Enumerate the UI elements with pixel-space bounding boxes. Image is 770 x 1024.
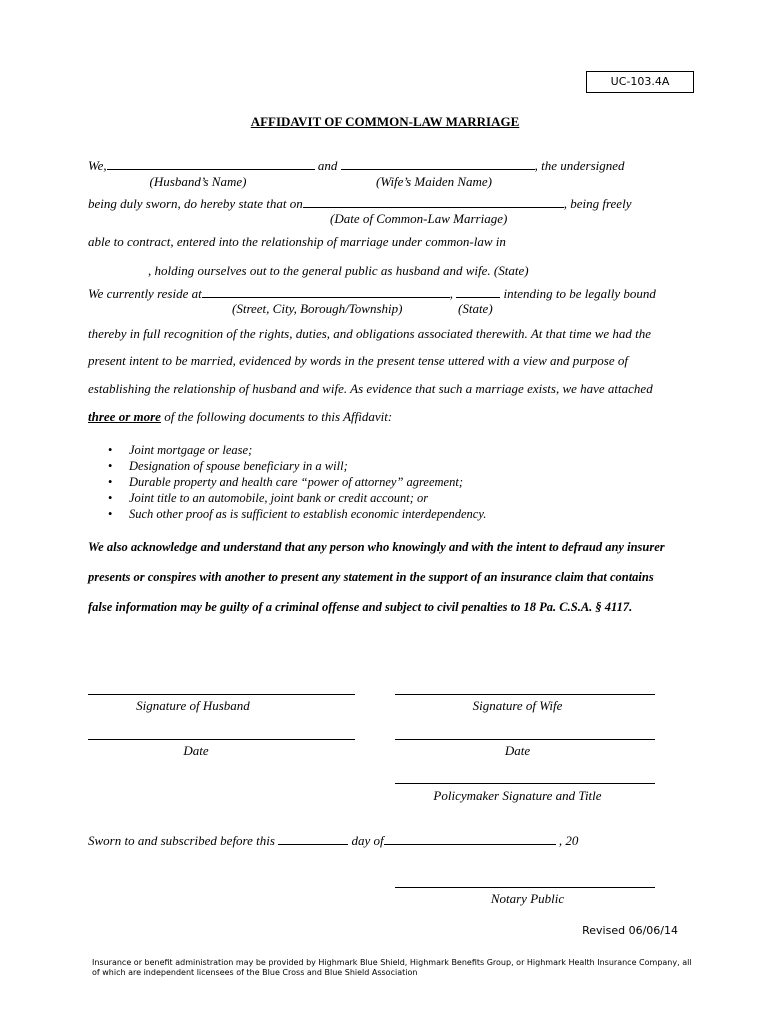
wife-name-label: (Wife’s Maiden Name) [376,174,493,189]
list-item: • Joint title to an automobile, joint bank or credit account; or [108,490,486,506]
state-label: (State) [458,301,493,316]
attach-rest-text: of the following documents to this Affidavit: [160,409,393,424]
sworn-text: being duly sworn, do hereby state that on [88,196,303,211]
marriage-date-field[interactable] [303,196,564,208]
marriage-date-label: (Date of Common-Law Marriage) [330,211,508,226]
list-item: • Designation of spouse beneficiary in a will; [108,458,486,474]
being-freely-text: , being freely [563,196,632,211]
and-text: and [317,158,338,173]
form-number-box: UC-103.4A [586,71,694,93]
sworn-subscribed-line [88,833,578,849]
warning-line-1: We also acknowledge and understand that any person who knowingly and with the intent to defraud any insurer [88,540,665,554]
body-line-3: establishing the relationship of husband and wife. As evidence that such a marriage exists, we have attached [88,381,653,396]
husband-signature-field[interactable] [88,694,355,695]
notary-signature-field[interactable] [395,887,655,888]
body-line-1: thereby in full recognition of the rights, duties, and obligations associated therewith. At that time we had the [88,326,652,341]
contract-text: able to contract, entered into the relationship of marriage under common-law in [88,234,506,249]
notary-public-label: Notary Public [490,891,565,906]
month-field[interactable] [384,833,556,845]
wife-signature-label: Signature of Wife [472,698,563,713]
list-item: • Durable property and health care “power of attorney” agreement; [108,474,486,490]
documents-list [108,442,486,522]
wife-date-field[interactable] [395,739,655,740]
husband-date-field[interactable] [88,739,355,740]
wife-date-label: Date [504,743,531,758]
document-title: AFFIDAVIT OF COMMON-LAW MARRIAGE [250,114,520,129]
year-text: , 20 [558,833,579,848]
warning-line-3: false information may be guilty of a criminal offense and subject to civil penalties to 18 Pa. C.S.A. § 4117. [88,600,633,614]
street-field[interactable] [202,286,450,298]
wife-signature-field[interactable] [395,694,655,695]
list-item: • Joint mortgage or lease; [108,442,486,458]
intending-text: intending to be legally bound [503,286,656,301]
sworn-prefix-text: Sworn to and subscribed before this [88,833,275,848]
wife-name-field[interactable] [341,158,535,170]
sworn-line [88,196,631,212]
body-line-2: present intent to be married, evidenced by words in the present tense uttered with a view and purpose of [88,353,629,368]
names-line [88,158,625,174]
husband-name-label: (Husband’s Name) [149,174,247,189]
holding-text: , holding ourselves out to the general public as husband and wife. (State) [148,263,529,278]
husband-date-label: Date [183,743,209,758]
three-or-more-text: three or more [88,409,161,424]
revised-date: Revised 06/06/14 [582,924,678,937]
reside-text: We currently reside at [88,286,202,301]
attach-line [88,409,392,425]
day-field[interactable] [278,833,348,845]
footer-disclaimer: Insurance or benefit administration may be provided by Highmark Blue Shield, Highmark Benefits Group, or Highmark Health Insurance Company, all of which are independent licensees of the Blue Cross and Blue Shield Association [92,958,692,977]
policymaker-signature-label: Policymaker Signature and Title [433,788,602,803]
husband-name-field[interactable] [107,158,315,170]
comma-text: , [449,286,453,301]
policymaker-signature-field[interactable] [395,783,655,784]
husband-signature-label: Signature of Husband [136,698,250,713]
undersigned-text: , the undersigned [534,158,625,173]
day-of-text: day of [351,833,384,848]
list-item: • Such other proof as is sufficient to establish economic interdependency. [108,506,486,522]
street-label: (Street, City, Borough/Township) [232,301,403,316]
we-text: We, [88,158,107,173]
state-field[interactable] [456,286,500,298]
warning-line-2: presents or conspires with another to present any statement in the support of an insurance claim that contains [88,570,654,584]
residence-line [88,286,656,302]
